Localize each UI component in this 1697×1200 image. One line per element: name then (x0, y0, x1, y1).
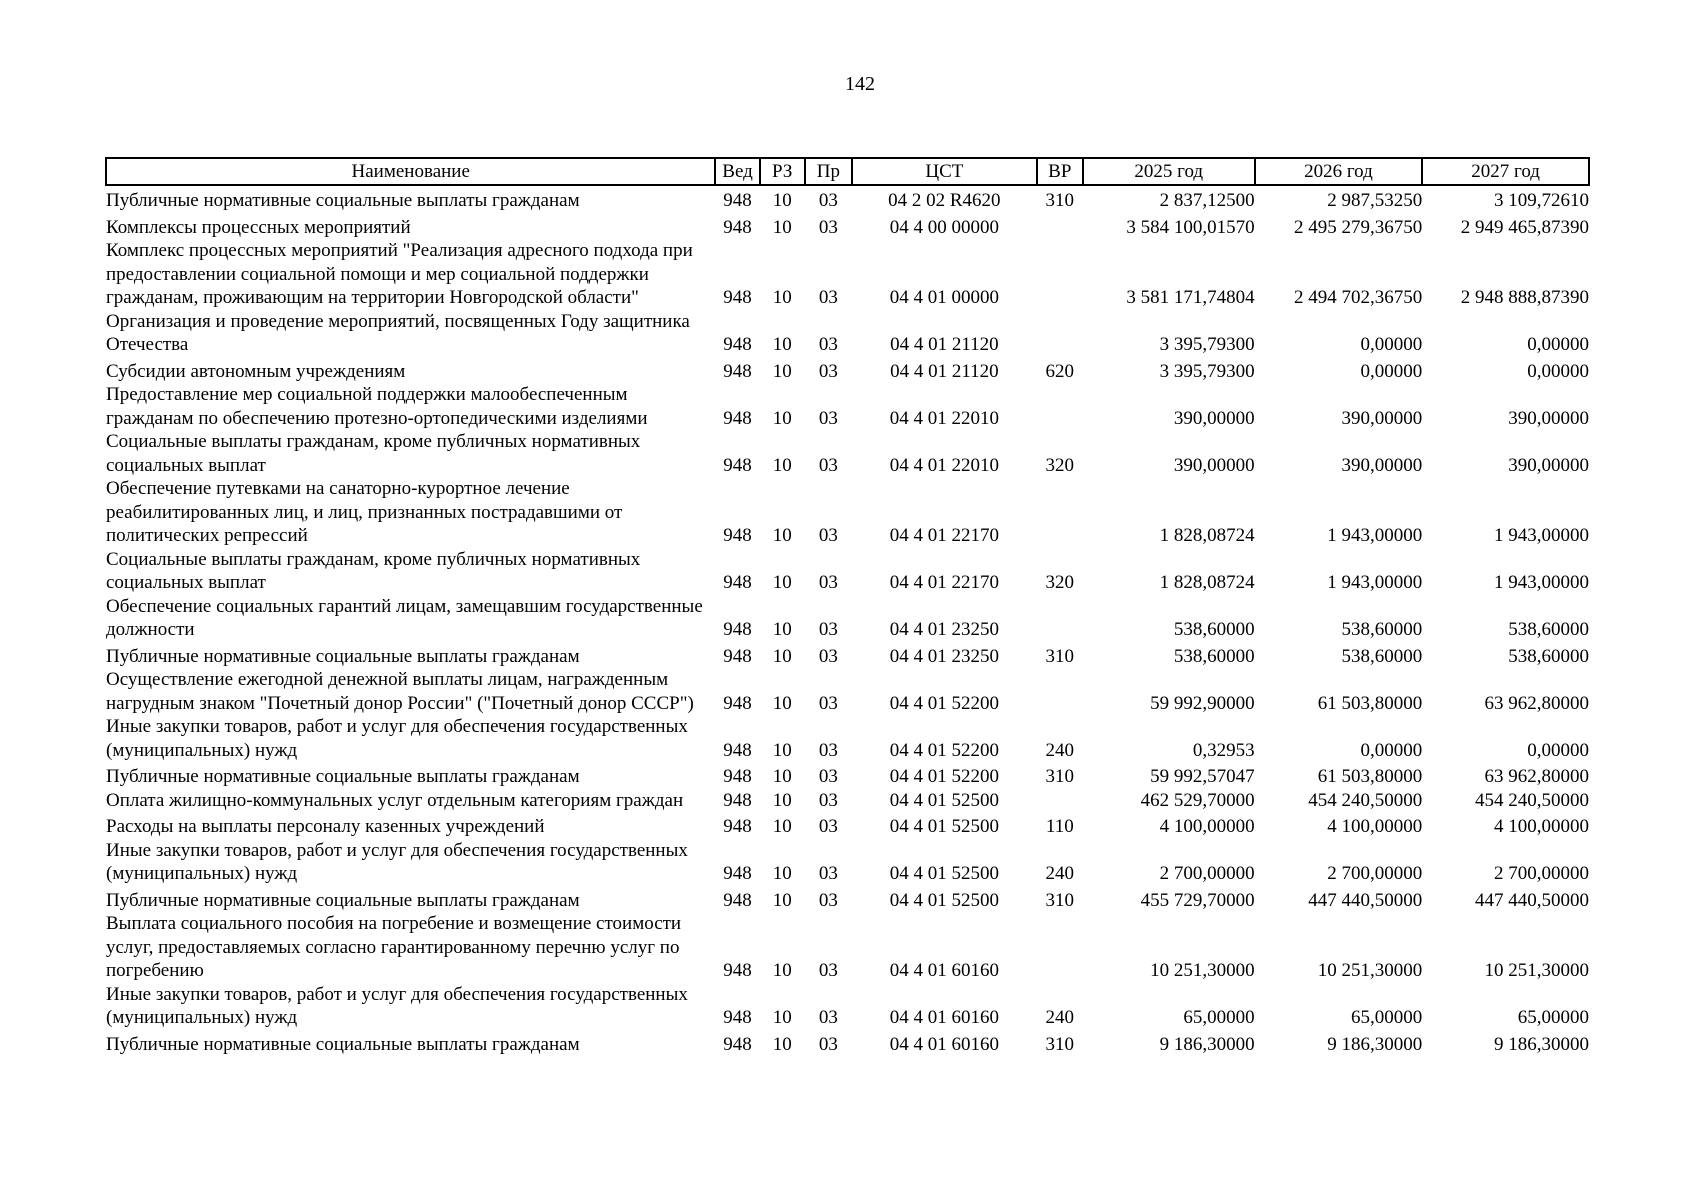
cell-rz: 10 (772, 190, 792, 211)
cell-name: Комплекс процессных мероприятий "Реализация адресного подхода при предоставлении социальной помощи и мер социальной поддержки гражданам, проживающим на территории Новгородской области" (106, 240, 693, 308)
cell-cst: 04 4 01 22170 (889, 525, 999, 546)
cell-2026: 9 186,30000 (1327, 1033, 1423, 1055)
header-2026: 2026 год (1255, 158, 1423, 185)
cell-pr: 03 (818, 863, 838, 884)
table-row (106, 762, 1589, 789)
cell-2025: 9 186,30000 (1159, 1033, 1255, 1055)
cell-name: Иные закупки товаров, работ и услуг для обеспечения государственных (муниципальных) нужд (106, 983, 688, 1028)
cell-2025: 3 395,79300 (1159, 360, 1255, 382)
cell-2025: 2 700,00000 (1159, 863, 1255, 884)
cell-2026: 0,00000 (1360, 739, 1423, 761)
cell-vr: 310 (1045, 645, 1075, 667)
cell-2025: 4 100,00000 (1159, 816, 1255, 837)
cell-cst: 04 4 01 22010 (889, 407, 999, 429)
cell-vr: 240 (1045, 1007, 1075, 1028)
cell-vr (1037, 477, 1083, 548)
table-row (106, 239, 1589, 310)
cell-2026: 2 700,00000 (1327, 863, 1423, 884)
cell-pr: 03 (818, 619, 838, 640)
cell-rz: 10 (772, 889, 792, 911)
table-row (106, 213, 1589, 240)
cell-rz: 10 (772, 739, 792, 761)
cell-2027: 454 240,50000 (1475, 789, 1589, 811)
cell-2027: 1 943,00000 (1494, 572, 1589, 593)
cell-name: Комплексы процессных мероприятий (106, 216, 411, 238)
header-vr: ВР (1037, 158, 1083, 185)
cell-cst: 04 4 01 60160 (889, 960, 999, 981)
header-2027: 2027 год (1422, 158, 1589, 185)
cell-pr: 03 (818, 287, 838, 308)
cell-vr: 310 (1045, 1033, 1075, 1055)
cell-pr: 03 (818, 960, 838, 981)
cell-pr: 03 (818, 645, 838, 667)
cell-vr: 320 (1045, 572, 1075, 593)
cell-2027: 63 962,80000 (1484, 692, 1589, 714)
cell-rz: 10 (772, 960, 792, 981)
cell-ved: 948 (723, 692, 752, 714)
cell-rz: 10 (772, 619, 792, 640)
cell-ved: 948 (723, 454, 752, 476)
cell-cst: 04 4 01 21120 (890, 334, 999, 355)
cell-ved: 948 (723, 334, 752, 355)
cell-2025: 3 581 171,74804 (1126, 287, 1255, 308)
cell-2027: 2 700,00000 (1494, 863, 1589, 884)
cell-pr: 03 (818, 190, 838, 211)
cell-2025: 59 992,90000 (1150, 692, 1255, 714)
header-rz: РЗ (760, 158, 805, 185)
cell-pr: 03 (818, 1007, 838, 1028)
cell-2026: 447 440,50000 (1308, 889, 1423, 911)
header-ved: Вед (715, 158, 759, 185)
cell-name: Публичные нормативные социальные выплаты гражданам (106, 1033, 580, 1055)
cell-name: Иные закупки товаров, работ и услуг для обеспечения государственных (муниципальных) нужд (106, 716, 688, 761)
cell-2026: 2 494 702,36750 (1294, 287, 1423, 308)
cell-name: Расходы на выплаты персоналу казенных учреждений (106, 816, 545, 837)
cell-2026: 1 943,00000 (1327, 525, 1423, 546)
table-row (106, 839, 1589, 886)
cell-rz: 10 (772, 216, 792, 238)
cell-vr: 110 (1045, 816, 1074, 837)
cell-name: Выплата социального пособия на погребение и возмещение стоимости услуг, предоставляемых согласно гарантированному перечню услуг по погребению (106, 913, 682, 981)
cell-2025: 3 584 100,01570 (1126, 216, 1255, 238)
cell-vr (1037, 213, 1083, 240)
table-row (106, 812, 1589, 839)
cell-rz: 10 (772, 572, 792, 593)
cell-rz: 10 (772, 816, 792, 837)
cell-cst: 04 4 01 00000 (889, 287, 999, 308)
cell-2025: 455 729,70000 (1140, 889, 1255, 911)
header-name: Наименование (106, 158, 715, 185)
cell-2027: 538,60000 (1508, 645, 1589, 667)
cell-2027: 447 440,50000 (1475, 889, 1589, 911)
cell-2027: 390,00000 (1508, 454, 1589, 476)
cell-2025: 390,00000 (1173, 407, 1255, 429)
cell-vr (1037, 595, 1083, 642)
cell-2026: 454 240,50000 (1308, 789, 1423, 811)
table-row (106, 357, 1589, 384)
cell-ved: 948 (723, 739, 752, 761)
cell-2027: 3 109,72610 (1494, 190, 1589, 211)
cell-name: Социальные выплаты гражданам, кроме публичных нормативных социальных выплат (106, 431, 641, 476)
cell-pr: 03 (818, 360, 838, 382)
cell-pr: 03 (818, 572, 838, 593)
table-row (106, 642, 1589, 669)
cell-2026: 538,60000 (1341, 645, 1423, 667)
cell-2026: 2 495 279,36750 (1294, 216, 1423, 238)
cell-rz: 10 (772, 360, 792, 382)
cell-pr: 03 (818, 816, 838, 837)
cell-cst: 04 4 01 52200 (889, 739, 999, 761)
cell-name: Осуществление ежегодной денежной выплаты лицам, награжденным нагрудным знаком "Почетный донор России" ("Почетный донор СССР") (106, 669, 694, 714)
cell-pr: 03 (818, 525, 838, 546)
cell-vr (1037, 383, 1083, 430)
header-2025: 2025 год (1083, 158, 1255, 185)
cell-pr: 03 (818, 216, 838, 238)
cell-ved: 948 (723, 960, 752, 981)
cell-vr: 240 (1045, 739, 1075, 761)
cell-2027: 9 186,30000 (1494, 1033, 1589, 1055)
cell-name: Обеспечение путевками на санаторно-курортное лечение реабилитированных лиц, и лиц, признанных пострадавшими от политических репрессий (106, 478, 623, 546)
cell-rz: 10 (772, 692, 792, 714)
cell-2027: 538,60000 (1508, 619, 1589, 640)
cell-name: Иные закупки товаров, работ и услуг для обеспечения государственных (муниципальных) нужд (106, 839, 688, 884)
cell-rz: 10 (772, 863, 792, 884)
cell-ved: 948 (723, 360, 752, 382)
cell-rz: 10 (772, 1007, 792, 1028)
table-row (106, 477, 1589, 548)
cell-2026: 4 100,00000 (1327, 816, 1423, 837)
cell-2027: 1 943,00000 (1494, 525, 1589, 546)
cell-2025: 0,32953 (1192, 739, 1255, 761)
cell-2027: 4 100,00000 (1494, 816, 1589, 837)
cell-2025: 1 828,08724 (1159, 572, 1255, 593)
cell-2026: 2 987,53250 (1327, 190, 1423, 211)
cell-2025: 462 529,70000 (1140, 789, 1255, 811)
cell-cst: 04 4 01 22170 (889, 572, 999, 593)
cell-2026: 0,00000 (1360, 360, 1423, 382)
header-cst: ЦСТ (852, 158, 1037, 185)
cell-ved: 948 (723, 816, 752, 837)
cell-rz: 10 (772, 1033, 792, 1055)
cell-vr: 310 (1045, 766, 1075, 787)
cell-2026: 10 251,30000 (1317, 960, 1423, 981)
cell-pr: 03 (818, 454, 838, 476)
cell-2027: 0,00000 (1527, 739, 1589, 761)
table-row (106, 185, 1589, 213)
cell-ved: 948 (723, 645, 752, 667)
cell-2025: 538,60000 (1173, 645, 1255, 667)
cell-rz: 10 (772, 334, 792, 355)
cell-2027: 2 948 888,87390 (1460, 287, 1589, 308)
cell-ved: 948 (723, 1007, 752, 1028)
table-row (106, 789, 1589, 813)
cell-name: Субсидии автономным учреждениям (106, 360, 406, 382)
table-row (106, 383, 1589, 430)
cell-ved: 948 (723, 190, 752, 211)
cell-cst: 04 4 01 52500 (889, 789, 999, 811)
cell-ved: 948 (723, 407, 752, 429)
cell-2025: 390,00000 (1173, 454, 1255, 476)
cell-2027: 10 251,30000 (1484, 960, 1589, 981)
table-row (106, 430, 1589, 477)
cell-rz: 10 (772, 525, 792, 546)
cell-2027: 65,00000 (1517, 1007, 1589, 1028)
cell-pr: 03 (818, 1033, 838, 1055)
cell-pr: 03 (818, 789, 838, 811)
cell-pr: 03 (818, 739, 838, 761)
cell-2025: 1 828,08724 (1159, 525, 1255, 546)
table-row (106, 668, 1589, 715)
cell-rz: 10 (772, 766, 792, 787)
table-row (106, 1030, 1589, 1057)
cell-2026: 0,00000 (1360, 334, 1423, 355)
cell-name: Публичные нормативные социальные выплаты гражданам (106, 190, 580, 211)
page-number: 142 (845, 73, 875, 95)
table-row (106, 310, 1589, 357)
cell-pr: 03 (818, 889, 838, 911)
cell-ved: 948 (723, 287, 752, 308)
cell-2026: 1 943,00000 (1327, 572, 1423, 593)
cell-2025: 2 837,12500 (1159, 190, 1255, 211)
table-row (106, 912, 1589, 983)
cell-rz: 10 (772, 287, 792, 308)
cell-ved: 948 (723, 619, 752, 640)
cell-2026: 61 503,80000 (1317, 766, 1423, 787)
table-row (106, 715, 1589, 762)
cell-2027: 0,00000 (1527, 334, 1589, 355)
cell-cst: 04 4 01 52200 (889, 766, 999, 787)
cell-rz: 10 (772, 645, 792, 667)
cell-2027: 0,00000 (1527, 360, 1589, 382)
table-row (106, 548, 1589, 595)
cell-name: Оплата жилищно-коммунальных услуг отдельным категориям граждан (106, 789, 684, 811)
cell-2026: 390,00000 (1341, 454, 1423, 476)
cell-name: Публичные нормативные социальные выплаты гражданам (106, 645, 580, 667)
cell-vr: 310 (1045, 190, 1075, 211)
cell-pr: 03 (818, 334, 838, 355)
cell-ved: 948 (723, 889, 752, 911)
cell-2026: 61 503,80000 (1317, 692, 1423, 714)
cell-rz: 10 (772, 454, 792, 476)
cell-vr (1037, 789, 1083, 813)
cell-2027: 63 962,80000 (1484, 766, 1589, 787)
cell-ved: 948 (723, 572, 752, 593)
cell-2025: 10 251,30000 (1150, 960, 1255, 981)
cell-cst: 04 4 01 23250 (889, 645, 999, 667)
cell-ved: 948 (723, 766, 752, 787)
cell-ved: 948 (723, 525, 752, 546)
cell-2027: 2 949 465,87390 (1460, 216, 1589, 238)
cell-vr (1037, 310, 1083, 357)
cell-cst: 04 4 01 60160 (889, 1033, 999, 1055)
cell-pr: 03 (818, 692, 838, 714)
cell-2026: 65,00000 (1351, 1007, 1423, 1028)
cell-cst: 04 4 01 52500 (889, 863, 999, 884)
cell-2025: 65,00000 (1183, 1007, 1255, 1028)
cell-ved: 948 (723, 1033, 752, 1055)
cell-cst: 04 4 01 52200 (889, 692, 999, 714)
cell-cst: 04 4 01 52500 (889, 889, 999, 911)
cell-2025: 538,60000 (1173, 619, 1255, 640)
cell-vr (1037, 239, 1083, 310)
cell-cst: 04 2 02 R4620 (888, 190, 1001, 211)
cell-vr: 240 (1045, 863, 1075, 884)
cell-2026: 538,60000 (1341, 619, 1423, 640)
table-row (106, 983, 1589, 1030)
cell-pr: 03 (818, 407, 838, 429)
header-pr: Пр (805, 158, 852, 185)
cell-cst: 04 4 01 21120 (890, 360, 999, 382)
cell-2025: 3 395,79300 (1159, 334, 1255, 355)
cell-ved: 948 (723, 216, 752, 238)
table-header-row (106, 158, 1589, 185)
cell-cst: 04 4 01 52500 (889, 816, 999, 837)
cell-name: Социальные выплаты гражданам, кроме публичных нормативных социальных выплат (106, 548, 641, 593)
cell-cst: 04 4 01 23250 (889, 619, 999, 640)
table-row (106, 595, 1589, 642)
cell-cst: 04 4 01 22010 (889, 454, 999, 476)
cell-rz: 10 (772, 789, 792, 811)
cell-2025: 59 992,57047 (1150, 766, 1255, 787)
cell-vr (1037, 668, 1083, 715)
cell-vr: 620 (1045, 360, 1075, 382)
cell-vr: 320 (1045, 454, 1075, 476)
table-body (106, 185, 1589, 1056)
cell-name: Организация и проведение мероприятий, посвященных Году защитника Отечества (106, 310, 690, 355)
cell-name: Предоставление мер социальной поддержки малообеспеченным гражданам по обеспечению протезно-ортопедическими изделиями (106, 384, 648, 429)
cell-2027: 390,00000 (1508, 407, 1589, 429)
cell-cst: 04 4 01 60160 (889, 1007, 999, 1028)
budget-table (105, 157, 1590, 1056)
cell-pr: 03 (818, 766, 838, 787)
cell-vr (1037, 912, 1083, 983)
cell-ved: 948 (723, 789, 752, 811)
cell-name: Обеспечение социальных гарантий лицам, замещавшим государственные должности (106, 595, 703, 640)
cell-ved: 948 (723, 863, 752, 884)
cell-2026: 390,00000 (1341, 407, 1423, 429)
cell-vr: 310 (1045, 889, 1075, 911)
table-row (106, 886, 1589, 913)
cell-cst: 04 4 00 00000 (889, 216, 999, 238)
cell-name: Публичные нормативные социальные выплаты гражданам (106, 889, 580, 911)
cell-name: Публичные нормативные социальные выплаты гражданам (106, 766, 580, 787)
cell-rz: 10 (772, 407, 792, 429)
